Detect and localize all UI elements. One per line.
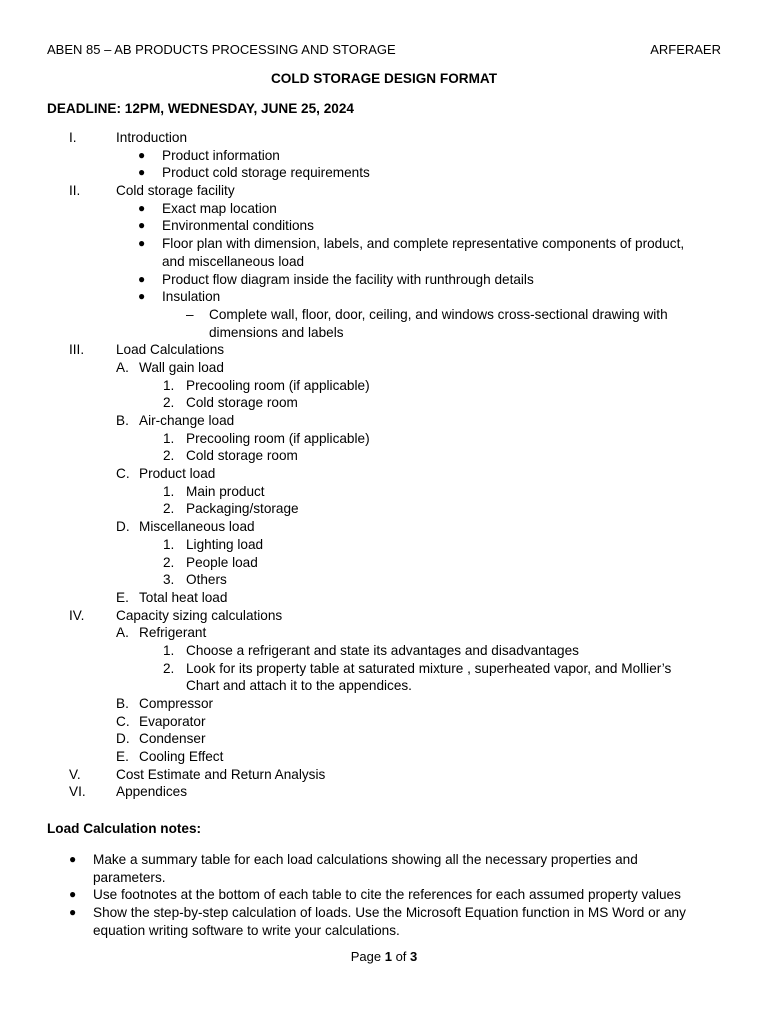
bullet-marker: ● — [69, 887, 77, 902]
item-text: Lighting load — [186, 536, 264, 552]
section-label: Cost Estimate and Return Analysis — [116, 766, 326, 782]
item-text: Choose a refrigerant and state its advantages and disadvantages — [186, 642, 579, 658]
bullet-marker: ● — [138, 289, 146, 304]
outline-section — [0, 766, 768, 784]
item-text: Others — [186, 572, 227, 588]
item-number: 1. — [163, 483, 175, 499]
item-number: 1. — [163, 536, 175, 552]
document-title: COLD STORAGE DESIGN FORMAT — [270, 71, 498, 86]
item-text: Chart and attach it to the appendices. — [186, 678, 412, 694]
bullet-text: and miscellaneous load — [162, 253, 305, 269]
item-number: 2. — [163, 501, 175, 517]
outline-numbered-item — [0, 660, 768, 678]
subsection-label: Air-change load — [139, 413, 235, 428]
note-item — [0, 886, 768, 904]
section-label: Introduction — [116, 130, 188, 145]
section-number: VI. — [69, 784, 86, 800]
note-text: equation writing software to write your calculations. — [93, 922, 400, 938]
item-number: 2. — [163, 660, 175, 676]
section-label: Load Calculations — [116, 342, 225, 358]
subsection-label: Total heat load — [139, 589, 228, 605]
subsection-letter: E. — [116, 749, 129, 765]
outline-numbered-item — [0, 430, 768, 448]
subsection-letter: B. — [116, 413, 129, 428]
item-number: 2. — [163, 448, 175, 464]
outline-subsection — [0, 695, 768, 713]
outline-subsection — [0, 624, 768, 642]
outline-subsection — [0, 589, 768, 607]
outline-subsection — [0, 412, 768, 430]
outline-subsection — [0, 465, 768, 483]
bullet-marker: ● — [138, 200, 146, 215]
outline — [0, 129, 768, 801]
item-text: Precooling room (if applicable) — [186, 377, 370, 393]
section-label: Appendices — [116, 784, 188, 800]
outline-subsection — [0, 713, 768, 731]
outline-section — [0, 182, 768, 200]
outline-bullet — [0, 200, 768, 218]
bullet-marker: ● — [69, 852, 77, 866]
subsection-letter: D. — [116, 731, 130, 747]
notes-list — [0, 851, 768, 939]
outline-subsection — [0, 730, 768, 748]
subsection-label: Miscellaneous load — [139, 519, 255, 535]
outline-numbered-item — [0, 554, 768, 572]
outline-numbered-item — [0, 377, 768, 395]
notes-title: Load Calculation notes: — [47, 821, 202, 836]
bullet-marker: ● — [138, 271, 146, 286]
subsection-letter: A. — [116, 359, 129, 375]
bullet-marker: ● — [138, 165, 146, 180]
section-number: I. — [69, 130, 77, 145]
outline-numbered-item — [0, 500, 768, 518]
item-number: 2. — [163, 554, 175, 570]
bullet-text: Exact map location — [162, 200, 277, 216]
outline-subsection — [0, 748, 768, 766]
bullet-text: Floor plan with dimension, labels, and complete representative components of product, — [162, 236, 685, 252]
bullet-marker: ● — [138, 236, 146, 251]
outline-numbered-continuation — [0, 677, 768, 695]
outline-section — [0, 607, 768, 625]
outline-subsection — [0, 359, 768, 377]
subsection-label: Condenser — [139, 731, 206, 747]
header-author: ARFERAER — [650, 42, 721, 57]
bullet-text: Product information — [162, 147, 280, 163]
subsection-letter: D. — [116, 519, 130, 535]
dash-marker: – — [186, 306, 194, 322]
item-text: People load — [186, 554, 258, 570]
subsection-label: Cooling Effect — [139, 749, 224, 765]
bullet-marker: ● — [138, 218, 146, 233]
subsection-label: Compressor — [139, 696, 214, 711]
dash-text: dimensions and labels — [209, 324, 344, 340]
outline-bullet — [0, 147, 768, 165]
footer-of-word: of — [395, 949, 407, 964]
bullet-text: Product flow diagram inside the facility with runthrough details — [162, 271, 534, 287]
outline-numbered-item — [0, 536, 768, 554]
note-item — [0, 851, 768, 869]
item-text: Cold storage room — [186, 395, 298, 411]
section-number: IV. — [69, 607, 85, 623]
note-item — [0, 904, 768, 922]
outline-bullet — [0, 217, 768, 235]
note-continuation — [0, 922, 768, 940]
note-continuation — [0, 869, 768, 887]
subsection-label: Refrigerant — [139, 625, 207, 641]
subsection-label: Product load — [139, 466, 216, 482]
subsection-label: Wall gain load — [139, 359, 224, 375]
outline-bullet-continuation — [0, 253, 768, 271]
bullet-text: Insulation — [162, 289, 221, 305]
page-footer — [0, 949, 768, 964]
outline-section — [0, 129, 768, 147]
bullet-text: Environmental conditions — [162, 218, 314, 234]
outline-numbered-item — [0, 571, 768, 589]
outline-bullet — [0, 235, 768, 253]
item-text: Precooling room (if applicable) — [186, 430, 370, 446]
outline-bullet — [0, 164, 768, 182]
section-number: III. — [69, 342, 85, 358]
note-text: Use footnotes at the bottom of each table to cite the references for each assumed property values — [93, 887, 681, 903]
outline-dash-item — [0, 306, 768, 324]
outline-section — [0, 783, 768, 801]
item-text: Packaging/storage — [186, 501, 299, 517]
outline-numbered-item — [0, 447, 768, 465]
footer-total-pages: 3 — [410, 949, 418, 964]
outline-numbered-item — [0, 642, 768, 660]
footer-current-page: 1 — [384, 949, 392, 964]
item-number: 1. — [163, 377, 175, 393]
subsection-letter: C. — [116, 713, 130, 729]
dash-text: Complete wall, floor, door, ceiling, and windows cross-sectional drawing with — [209, 306, 668, 322]
subsection-letter: A. — [116, 625, 129, 641]
footer-page-word: Page — [350, 949, 382, 964]
section-label: Capacity sizing calculations — [116, 607, 283, 623]
bullet-marker: ● — [138, 147, 146, 162]
outline-section — [0, 341, 768, 359]
item-number: 2. — [163, 395, 175, 411]
outline-bullet — [0, 288, 768, 306]
deadline: DEADLINE: 12PM, WEDNESDAY, JUNE 25, 2024 — [47, 101, 354, 116]
outline-subsection — [0, 518, 768, 536]
outline-numbered-item — [0, 394, 768, 412]
note-text: Make a summary table for each load calculations showing all the necessary properties and — [93, 852, 638, 867]
subsection-label: Evaporator — [139, 713, 206, 729]
outline-dash-continuation — [0, 324, 768, 342]
header-course: ABEN 85 – AB PRODUCTS PROCESSING AND STORAGE — [47, 42, 396, 57]
item-number: 1. — [163, 430, 175, 446]
subsection-letter: E. — [116, 589, 129, 605]
item-number: 3. — [163, 572, 175, 588]
subsection-letter: B. — [116, 696, 129, 711]
item-number: 1. — [163, 642, 175, 658]
subsection-letter: C. — [116, 466, 130, 482]
section-number: V. — [69, 766, 81, 782]
section-number: II. — [69, 183, 81, 199]
section-label: Cold storage facility — [116, 183, 235, 199]
outline-bullet — [0, 271, 768, 289]
bullet-text: Product cold storage requirements — [162, 165, 370, 181]
bullet-marker: ● — [69, 905, 77, 920]
item-text: Look for its property table at saturated mixture , superheated vapor, and Mollier’s — [186, 660, 672, 676]
item-text: Cold storage room — [186, 448, 298, 464]
note-text: Show the step-by-step calculation of loads. Use the Microsoft Equation function in MS Word or any — [93, 905, 686, 921]
note-text: parameters. — [93, 869, 166, 885]
outline-numbered-item — [0, 483, 768, 501]
item-text: Main product — [186, 483, 265, 499]
